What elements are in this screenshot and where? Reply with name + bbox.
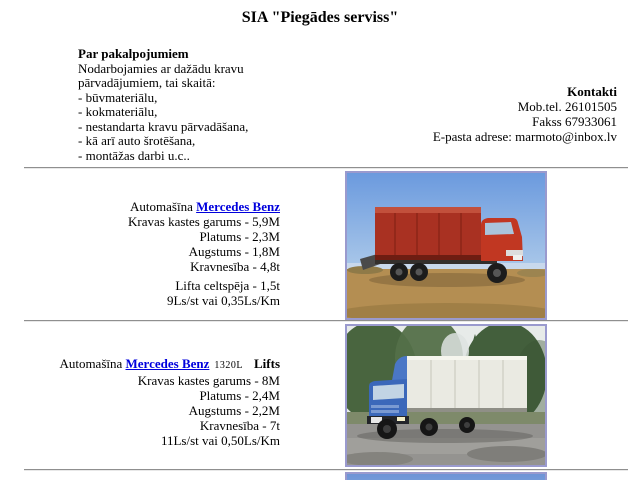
contacts-heading: Kontakti	[567, 84, 617, 99]
blue-truck-photo-link[interactable]	[345, 324, 547, 467]
horizontal-divider	[24, 320, 628, 322]
lifts-label: Lifts	[254, 356, 280, 371]
spec-price: 9Ls/st vai 0,35Ls/Km	[166, 293, 280, 308]
mercedes-benz-link[interactable]: Mercedes Benz	[125, 356, 210, 371]
red-truck-photo-link[interactable]	[345, 171, 547, 320]
contacts-section	[433, 84, 617, 144]
spec-capacity: Kravnesība - 4,8t	[190, 259, 280, 274]
listing-prefix: Automašīna	[130, 199, 197, 214]
next-truck-photo-link[interactable]	[345, 472, 547, 480]
truck-model-label: 1320L	[214, 360, 243, 371]
blue-truck-photo	[347, 326, 545, 465]
services-section	[78, 47, 248, 163]
page-title: SIA "Piegādes serviss"	[241, 9, 399, 26]
spec-capacity: Kravnesība - 7t	[199, 418, 280, 433]
truck-listing-2	[59, 356, 280, 448]
services-line: - montāžas darbi u.c..	[78, 147, 190, 163]
services-line: - kā arī auto šrotēšana,	[78, 133, 196, 148]
spec-length: Kravas kastes garums - 8M	[137, 373, 280, 388]
services-heading: Par pakalpojumiem	[78, 46, 189, 61]
listing-title	[128, 199, 280, 214]
services-line: - kokmateriālu,	[78, 104, 158, 119]
sky-photo-partial	[347, 474, 545, 480]
spec-height: Augstums - 2,2M	[188, 403, 280, 418]
services-line: pārvadājumiem, tai skaitā:	[78, 75, 216, 90]
truck-listing-1	[128, 199, 280, 308]
spec-height: Augstums - 1,8M	[188, 244, 280, 259]
listing-prefix: Automašīna	[59, 356, 126, 371]
services-line: Nodarbojamies ar dažādu kravu	[78, 60, 244, 76]
services-line: - nestandarta kravu pārvadāšana,	[78, 118, 249, 134]
red-truck-photo	[347, 173, 545, 318]
horizontal-divider	[24, 167, 628, 169]
contact-mobile: Mob.tel. 26101505	[517, 99, 617, 114]
spec-lift-capacity: Lifta celtspēja - 1,5t	[175, 278, 280, 293]
contact-email: E-pasta adrese: marmoto@inbox.lv	[432, 129, 617, 144]
listing-title	[59, 356, 280, 373]
spec-width: Platums - 2,4M	[199, 388, 280, 403]
contact-fax: Fakss 67933061	[532, 114, 617, 129]
spec-price: 11Ls/st vai 0,50Ls/Km	[160, 433, 280, 448]
services-line: - būvmateriālu,	[78, 89, 158, 105]
horizontal-divider	[24, 469, 628, 471]
spec-length: Kravas kastes garums - 5,9M	[128, 214, 280, 229]
mercedes-benz-link[interactable]: Mercedes Benz	[196, 199, 280, 214]
spec-width: Platums - 2,3M	[199, 229, 280, 244]
